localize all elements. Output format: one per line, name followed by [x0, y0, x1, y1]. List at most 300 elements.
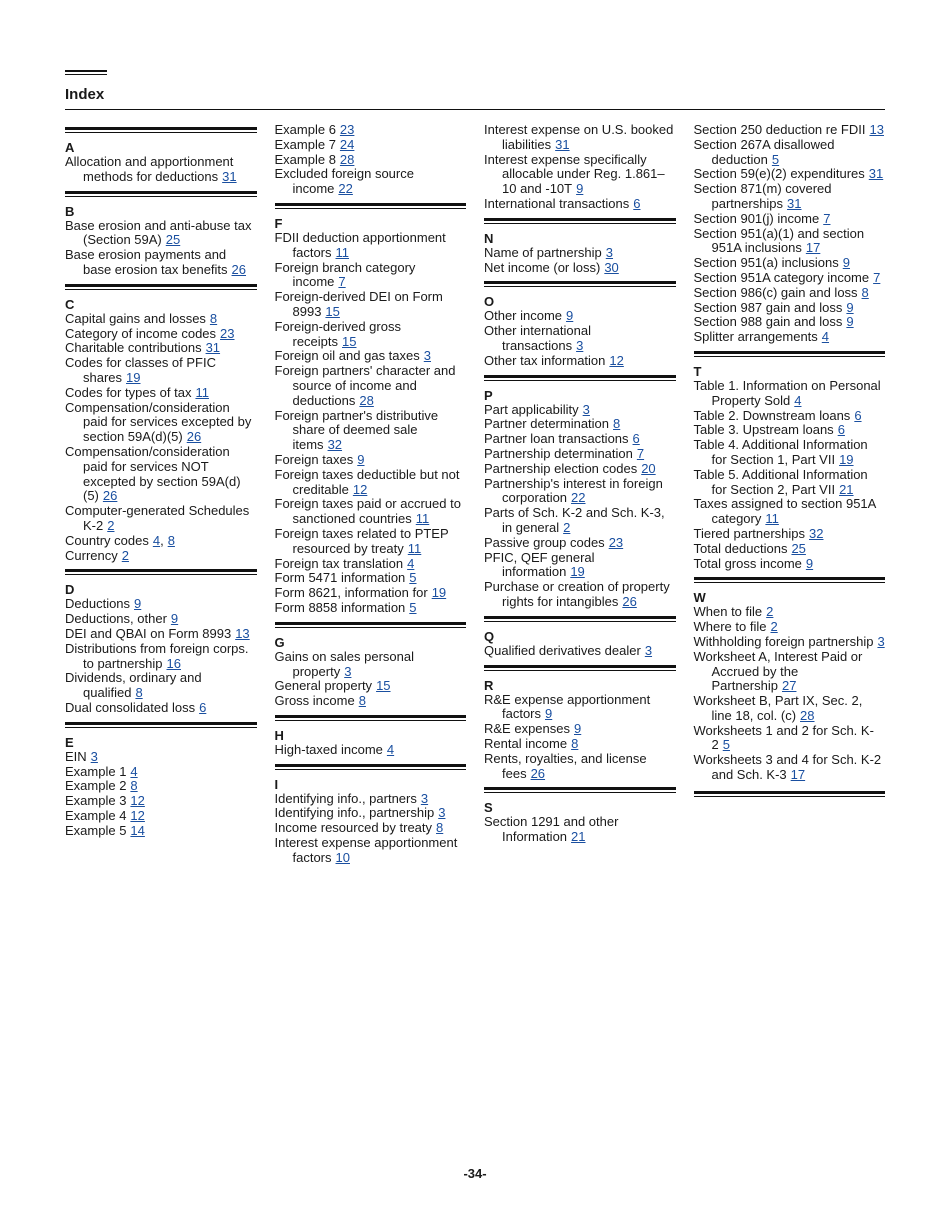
index-entry [275, 364, 467, 408]
index-columns [65, 123, 885, 866]
index-entry [484, 462, 676, 477]
page-title: Index [65, 86, 105, 103]
index-entry-text: Dual consolidated loss [65, 699, 196, 715]
index-entry-text: Tiered partnerships [693, 525, 806, 541]
index-entry [694, 724, 886, 754]
page-reference-link[interactable]: 3 [420, 790, 429, 806]
index-entry [484, 693, 676, 723]
index-entry-text: Base erosion and anti-abuse tax (Section 59A) [65, 217, 252, 248]
index-entry [65, 765, 257, 780]
page-reference-link[interactable]: 19 [570, 564, 585, 580]
index-entry [275, 167, 467, 197]
page-reference-link[interactable]: 19 [126, 369, 141, 385]
index-entry [275, 586, 467, 601]
index-entry [275, 468, 467, 498]
index-entry-text: Rents, royalties, and license fees [484, 750, 647, 781]
index-entry-text: Identifying info., partnership [274, 805, 435, 821]
page-reference-link[interactable]: 8 [135, 685, 143, 701]
page-reference-link[interactable]: 14 [130, 822, 145, 838]
page-reference-link[interactable]: 2 [770, 619, 778, 635]
index-column-4 [694, 123, 886, 866]
index-entry [275, 821, 467, 836]
index-entry-text: Foreign taxes paid or accrued to sanctioned countries [274, 496, 461, 527]
index-entry [694, 650, 886, 694]
page-reference-link[interactable]: 8 [571, 735, 579, 751]
index-entry [65, 671, 257, 701]
index-entry [484, 432, 676, 447]
index-entry-text: Worksheet B, Part IX, Sec. 2, line 18, col. (c) [693, 693, 863, 723]
page-reference-link[interactable]: 27 [781, 678, 797, 694]
section-divider [484, 218, 676, 224]
index-entry-text: FDII deduction apportionment factors [274, 229, 446, 260]
index-entry [694, 379, 886, 409]
index-entry-text: Country codes [65, 532, 149, 548]
index-entry-text: Section 250 deduction re FDII [693, 122, 866, 137]
index-entry [65, 219, 257, 249]
index-entry-text: Section 951(a)(1) and section 951A inclusions [693, 225, 865, 256]
index-entry-text: Purchase or creation of property rights for intangibles [484, 579, 670, 609]
index-entry-text: Total gross income [693, 555, 802, 571]
index-entry [484, 752, 676, 782]
index-entry [65, 794, 257, 809]
index-entry-text: Example 4 [65, 807, 127, 823]
index-entry [275, 527, 467, 557]
page-reference-link[interactable]: 25 [791, 540, 806, 556]
index-entry [65, 248, 257, 278]
index-entry-text: Table 5. Additional Information for Section 2, Part VII [693, 466, 868, 497]
index-entry [65, 445, 257, 504]
page-reference-link[interactable]: 25 [165, 232, 181, 248]
index-entry-text: Example 5 [65, 822, 127, 838]
page-number: -34- [463, 1166, 487, 1181]
page-reference-link[interactable]: 7 [338, 274, 346, 290]
page-reference-link[interactable]: 7 [873, 269, 881, 285]
index-entry [275, 743, 467, 758]
page-reference-link[interactable]: 13 [235, 625, 250, 641]
index-entry [694, 620, 886, 635]
section-divider [694, 791, 886, 797]
page-reference-link[interactable]: 5 [409, 599, 417, 615]
page-link-separator: , [160, 532, 164, 548]
index-entry [275, 453, 467, 468]
index-entry [65, 627, 257, 642]
page-reference-link[interactable]: 26 [622, 593, 637, 609]
section-divider [484, 616, 676, 622]
index-entry [484, 417, 676, 432]
page-reference-link[interactable]: 9 [846, 314, 854, 330]
page-reference-link[interactable]: 28 [359, 392, 374, 408]
page-reference-link[interactable]: 2 [107, 517, 115, 533]
index-entry-text: Where to file [693, 619, 767, 635]
page-reference-link[interactable]: 4 [407, 555, 415, 571]
index-entry-text: Section 988 gain and loss [693, 314, 843, 330]
index-entry-text: Identifying info., partners [274, 790, 417, 806]
index-entry-text: Codes for classes of PFIC shares [65, 355, 216, 385]
page-reference-link[interactable]: 11 [415, 511, 430, 527]
page-reference-link[interactable]: 9 [805, 555, 814, 571]
page-reference-link[interactable]: 5 [771, 151, 780, 167]
index-entry-text: DEI and QBAI on Form 8993 [65, 625, 232, 641]
index-entry [694, 527, 886, 542]
index-entry [65, 750, 257, 765]
section-letter-heading: O [484, 294, 495, 310]
page-reference-link[interactable]: 15 [325, 303, 340, 319]
index-entry-text: Splitter arrangements [693, 329, 818, 345]
index-entry [484, 246, 676, 261]
index-entry-text: International transactions [484, 195, 630, 211]
index-entry-text: Net income (or loss) [484, 259, 601, 275]
index-entry [694, 438, 886, 468]
page-reference-link[interactable]: 4 [152, 532, 161, 548]
page-reference-link[interactable]: 6 [854, 407, 862, 423]
index-entry-text: Table 4. Additional Information for Section 1, Part VII [693, 437, 868, 467]
index-entry-text: Gross income [274, 693, 355, 709]
index-entry-text: Example 6 [274, 122, 336, 137]
page-reference-link[interactable]: 8 [861, 284, 869, 300]
index-entry [484, 551, 676, 581]
index-entry-text: Section 986(c) gain and loss [693, 284, 858, 300]
index-entry-text: Foreign taxes related to PTEP resourced by treaty [274, 525, 449, 556]
index-entry-text: Partnership determination [484, 445, 633, 461]
page-reference-link[interactable]: 2 [121, 547, 129, 563]
index-entry [484, 477, 676, 507]
page-reference-link[interactable]: 22 [338, 181, 353, 197]
index-entry-text: Worksheets 1 and 2 for Sch. K-2 [693, 722, 874, 753]
page-reference-link[interactable]: 3 [582, 401, 590, 417]
index-entry-text: Foreign partners' character and source of income and deductions [274, 363, 456, 408]
index-entry-text: Table 1. Information on Personal Property Sold [693, 377, 881, 408]
index-entry-text: Example 2 [65, 778, 127, 794]
page-reference-link[interactable]: 8 [167, 532, 175, 548]
index-entry [484, 324, 676, 354]
index-entry-text: Section 951(a) inclusions [693, 255, 839, 271]
section-letter-heading: F [274, 215, 283, 231]
page-reference-link[interactable]: 4 [130, 763, 138, 779]
index-entry-text: Charitable contributions [65, 340, 202, 356]
index-entry [65, 341, 257, 356]
index-entry [484, 815, 676, 845]
section-letter-heading: W [693, 590, 706, 606]
page-reference-link[interactable]: 19 [839, 451, 854, 467]
page-reference-link[interactable]: 6 [632, 431, 640, 447]
index-entry [694, 330, 886, 345]
section-divider [65, 191, 257, 197]
index-entry [694, 212, 886, 227]
page-reference-link[interactable]: 2 [563, 519, 571, 535]
page-reference-link[interactable]: 12 [130, 793, 145, 809]
section-divider [275, 764, 467, 770]
page-reference-link[interactable]: 26 [186, 429, 202, 445]
page-reference-link[interactable]: 8 [209, 310, 218, 326]
page-reference-link[interactable]: 32 [327, 437, 343, 453]
index-entry [694, 256, 886, 271]
page-reference-link[interactable]: 23 [339, 122, 355, 137]
index-entry-text: Form 8858 information [274, 599, 406, 615]
section-divider [65, 127, 257, 133]
index-entry [484, 123, 676, 153]
index-entry [694, 694, 886, 724]
page-reference-link[interactable]: 8 [358, 693, 366, 709]
index-entry [694, 271, 886, 286]
index-column-1 [65, 123, 257, 866]
section-letter-heading: N [484, 230, 494, 246]
index-entry [484, 536, 676, 551]
index-entry [275, 571, 467, 586]
page-reference-link[interactable]: 28 [800, 707, 815, 723]
page-reference-link[interactable]: 5 [409, 570, 417, 586]
page-reference-link[interactable]: 21 [571, 829, 586, 845]
page-reference-link[interactable]: 31 [555, 136, 570, 152]
index-entry-text: Allocation and apportionment methods for deductions [65, 154, 234, 184]
index-entry [65, 824, 257, 839]
page-reference-link[interactable]: 16 [166, 655, 181, 671]
index-entry-text: Foreign taxes [274, 451, 354, 467]
index-entry-text: Form 8621, information for [274, 585, 428, 601]
page-reference-link[interactable]: 12 [130, 807, 145, 823]
page-reference-link[interactable]: 24 [339, 136, 355, 152]
index-entry-text: Foreign branch category income [274, 259, 416, 290]
index-entry [484, 722, 676, 737]
index-entry [65, 401, 257, 445]
page-reference-link[interactable]: 12 [609, 352, 624, 368]
index-entry [484, 309, 676, 324]
index-entry-text: Example 3 [65, 793, 127, 809]
section-letter-heading: I [274, 776, 279, 792]
section-letter-heading: R [484, 677, 494, 693]
index-entry-text: Gains on sales personal property [274, 648, 414, 679]
index-entry [484, 197, 676, 212]
page-reference-link[interactable]: 6 [633, 195, 641, 211]
index-entry-text: Foreign tax translation [274, 555, 404, 571]
index-entry-text: Distributions from foreign corps. to partnership [65, 640, 249, 671]
index-entry-text: Foreign-derived gross receipts [274, 318, 401, 349]
section-letter-heading: B [65, 203, 75, 219]
index-entry [275, 261, 467, 291]
index-entry [275, 123, 467, 138]
page-reference-link[interactable]: 9 [566, 308, 574, 324]
page-reference-link[interactable]: 3 [605, 244, 614, 260]
index-entry [694, 167, 886, 182]
index-entry [694, 409, 886, 424]
index-entry [484, 447, 676, 462]
index-entry [484, 261, 676, 276]
index-column-3 [484, 123, 676, 866]
section-letter-heading: P [484, 387, 493, 403]
index-entry-text: Part applicability [484, 401, 579, 417]
page-reference-link[interactable]: 6 [199, 699, 207, 715]
page-reference-link[interactable]: 23 [608, 534, 624, 550]
index-entry-text: Partner loan transactions [484, 431, 629, 447]
index-entry-text: Deductions [65, 596, 131, 612]
index-entry-text: Example 7 [274, 136, 336, 152]
page-reference-link[interactable]: 9 [576, 181, 584, 197]
page-reference-link[interactable]: 3 [877, 633, 885, 649]
index-entry-text: Foreign-derived DEI on Form 8993 [274, 289, 443, 319]
page-reference-link[interactable]: 7 [636, 445, 645, 461]
section-letter-heading: Q [484, 628, 495, 644]
page-reference-link[interactable]: 9 [574, 721, 582, 737]
index-entry [275, 679, 467, 694]
index-entry [65, 312, 257, 327]
index-entry-text: Taxes assigned to section 951A category [693, 496, 876, 527]
page-reference-link[interactable]: 2 [766, 604, 774, 620]
page-reference-link[interactable]: 4 [821, 329, 830, 345]
section-letter-heading: A [65, 140, 75, 155]
index-entry-text: Section 987 gain and loss [693, 299, 843, 315]
index-entry-text: Worksheet A, Interest Paid or Accrued by the Partnership [693, 648, 863, 694]
section-divider [484, 281, 676, 287]
page-reference-link[interactable]: 9 [842, 255, 850, 271]
index-entry-text: Compensation/consideration paid for services NOT excepted by section 59A(d)(5) [65, 443, 241, 504]
index-entry-text: Deductions, other [65, 611, 167, 627]
page-reference-link[interactable]: 17 [790, 767, 806, 783]
page-reference-link[interactable]: 31 [787, 195, 802, 211]
section-divider [275, 715, 467, 721]
index-entry [275, 557, 467, 572]
section-divider [484, 787, 676, 793]
index-entry [694, 605, 886, 620]
index-entry-text: Income resourced by treaty [274, 820, 433, 836]
section-letter-heading: S [484, 800, 493, 816]
page-reference-link[interactable]: 8 [130, 778, 138, 794]
section-letter-heading: E [65, 734, 74, 750]
page-reference-link[interactable]: 10 [335, 849, 350, 865]
page-reference-link[interactable]: 5 [722, 737, 730, 753]
page-reference-link[interactable]: 11 [765, 511, 779, 527]
index-entry [275, 349, 467, 364]
index-entry [694, 138, 886, 168]
index-entry-text: Withholding foreign partnership [693, 633, 874, 649]
index-entry-text: Category of income codes [65, 325, 217, 341]
page-reference-link[interactable]: 11 [407, 540, 422, 556]
index-entry [275, 836, 467, 866]
section-letter-heading: D [65, 582, 75, 598]
index-entry [694, 635, 886, 650]
page-reference-link[interactable]: 28 [339, 151, 355, 167]
section-divider [65, 722, 257, 728]
index-entry-text: Parts of Sch. K-2 and Sch. K-3, in general [484, 505, 665, 535]
index-entry-text: Qualified derivatives dealer [484, 642, 641, 658]
page-reference-link[interactable]: 26 [231, 261, 247, 277]
index-entry [484, 403, 676, 418]
section-divider [65, 284, 257, 290]
page-reference-link[interactable]: 15 [376, 678, 391, 694]
page-reference-link[interactable]: 3 [644, 642, 653, 658]
index-entry-text: Other income [484, 308, 563, 324]
page-reference-link[interactable]: 7 [823, 210, 831, 226]
section-letter-heading: T [693, 363, 702, 379]
index-entry-text: Partnership's interest in foreign corporation [484, 475, 663, 506]
index-entry [65, 386, 257, 401]
index-entry [275, 138, 467, 153]
page-reference-link[interactable]: 12 [352, 481, 368, 497]
page-reference-link[interactable]: 30 [604, 259, 619, 275]
index-entry-text: Foreign taxes deductible but not creditable [274, 466, 460, 497]
page-reference-link[interactable]: 8 [613, 416, 621, 432]
index-entry [484, 354, 676, 369]
page-reference-link[interactable]: 20 [641, 460, 656, 476]
index-entry-text: Partnership election codes [484, 460, 638, 476]
page-reference-link[interactable]: 3 [90, 748, 98, 764]
page-reference-link[interactable]: 17 [805, 240, 821, 256]
index-entry [694, 557, 886, 572]
index-entry [694, 286, 886, 301]
index-entry-text: Total deductions [693, 540, 788, 556]
page-reference-link[interactable]: 26 [530, 765, 546, 781]
page-reference-link[interactable]: 22 [571, 490, 586, 506]
page-reference-link[interactable]: 3 [576, 337, 584, 353]
index-entry [694, 753, 886, 783]
page-reference-link[interactable]: 31 [222, 168, 237, 184]
page-reference-link[interactable]: 31 [205, 340, 221, 356]
index-entry [275, 409, 467, 453]
section-divider [694, 351, 886, 357]
index-entry-text: PFIC, QEF general information [484, 549, 595, 580]
page-reference-link[interactable]: 23 [220, 325, 235, 341]
page-reference-link[interactable]: 21 [839, 481, 854, 497]
index-entry [484, 644, 676, 659]
page-reference-link[interactable]: 3 [438, 805, 446, 821]
page-reference-link[interactable]: 4 [794, 392, 802, 408]
page-reference-link[interactable]: 26 [102, 488, 118, 504]
index-entry-text: Foreign oil and gas taxes [274, 348, 420, 364]
index-entry [65, 327, 257, 342]
page-reference-link[interactable]: 11 [335, 244, 350, 260]
index-entry-text: Codes for types of tax [65, 384, 192, 400]
index-entry-text: Other international transactions [484, 323, 591, 353]
index-entry [65, 534, 257, 549]
index-entry [275, 601, 467, 616]
page-reference-link[interactable]: 13 [869, 122, 884, 137]
index-entry-text: High-taxed income [274, 741, 383, 757]
index-entry [275, 806, 467, 821]
index-entry [484, 580, 676, 610]
index-entry-text: Other tax information [484, 352, 606, 368]
index-entry-text: Base erosion payments and base erosion tax benefits [65, 247, 228, 277]
index-entry [275, 792, 467, 807]
page-reference-link[interactable]: 32 [809, 525, 824, 541]
section-divider [694, 577, 886, 583]
title-divider [65, 109, 885, 110]
page-reference-link[interactable]: 3 [344, 663, 352, 679]
index-entry [65, 809, 257, 824]
index-entry-text: Section 59(e)(2) expenditures [693, 166, 865, 182]
page-reference-link[interactable]: 19 [431, 585, 447, 601]
index-entry-text: Table 3. Upstream loans [693, 422, 834, 438]
index-entry-text: Section 1291 and other Information [484, 814, 619, 845]
page-reference-link[interactable]: 9 [545, 706, 553, 722]
page-reference-link[interactable]: 31 [868, 166, 884, 182]
page-reference-link[interactable]: 9 [357, 451, 365, 467]
page-reference-link[interactable]: 11 [195, 384, 209, 400]
index-entry [694, 497, 886, 527]
page-reference-link[interactable]: 6 [837, 422, 845, 438]
page-reference-link[interactable]: 9 [134, 596, 142, 612]
page-reference-link[interactable]: 9 [846, 299, 854, 315]
page-reference-link[interactable]: 3 [423, 348, 431, 364]
page-reference-link[interactable]: 8 [436, 820, 444, 836]
page-reference-link[interactable]: 9 [170, 611, 179, 627]
section-divider [275, 203, 467, 209]
top-decorative-rule [65, 70, 107, 72]
index-entry-text: Example 8 [274, 151, 336, 167]
page-reference-link[interactable]: 4 [386, 741, 395, 757]
section-divider [484, 665, 676, 671]
page-reference-link[interactable]: 15 [342, 333, 357, 349]
index-entry [694, 423, 886, 438]
index-entry-text: When to file [693, 604, 763, 620]
index-entry-text: Currency [65, 547, 118, 563]
